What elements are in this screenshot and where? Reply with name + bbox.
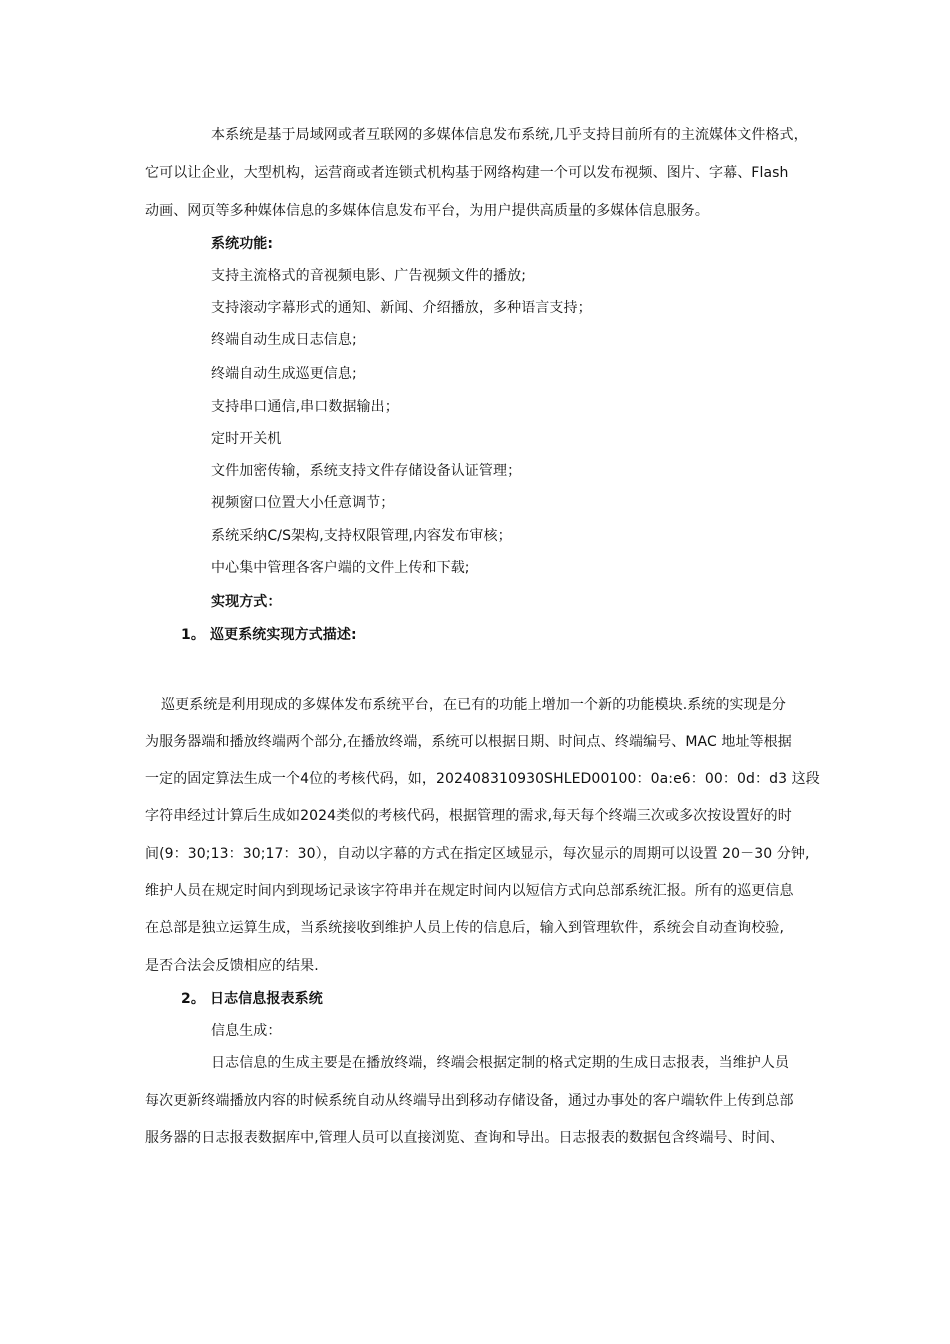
function-item: 视频窗口位置大小任意调节； [211, 495, 395, 511]
section-1-line: 间(9：30;13：30;17：30），自动以字幕的方式在指定区域显示，每次显示的周期可以设置 20－30 分钟, [145, 846, 810, 862]
section-1-number: 1。 [181, 627, 205, 643]
function-item: 终端自动生成巡更信息; [211, 366, 357, 382]
intro-line-1: 本系统是基于局域网或者互联网的多媒体信息发布系统,几乎支持目前所有的主流媒体文件格式， [211, 127, 808, 143]
section-1-line: 为服务器端和播放终端两个部分,在播放终端，系统可以根据日期、时间点、终端编号、MAC 地址等根据 [145, 734, 792, 750]
section-2-title: 日志信息报表系统 [210, 991, 323, 1007]
intro-line-2: 它可以让企业，大型机构，运营商或者连锁式机构基于网络构建一个可以发布视频、图片、字幕、Flash [145, 165, 789, 181]
intro-line-3: 动画、网页等多种媒体信息的多媒体信息发布平台，为用户提供高质量的多媒体信息服务。 [145, 203, 709, 219]
section-1-line: 是否合法会反馈相应的结果. [145, 958, 319, 974]
section-2-number: 2。 [181, 991, 205, 1007]
function-item: 支持主流格式的音视频电影、广告视频文件的播放; [211, 268, 527, 284]
section-1-line: 维护人员在规定时间内到现场记录该字符串并在规定时间内以短信方式向总部系统汇报。所有的巡更信息 [145, 883, 794, 899]
function-item: 系统采纳C/S架构,支持权限管理,内容发布审核； [211, 528, 512, 544]
section-1-line: 一定的固定算法生成一个4位的考核代码，如，202408310930SHLED00100：0a:e6：00：0d：d3 这段 [145, 771, 820, 787]
function-item: 支持滚动字幕形式的通知、新闻、介绍播放，多种语言支持； [211, 300, 592, 316]
section-2-line: 每次更新终端播放内容的时候系统自动从终端导出到移动存储设备，通过办事处的客户端软件上传到总部 [145, 1093, 794, 1109]
implementation-heading: 实现方式： [211, 594, 282, 610]
section-1-title: 巡更系统实现方式描述: [210, 627, 357, 643]
section-1-line: 巡更系统是利用现成的多媒体发布系统平台，在已有的功能上增加一个新的功能模块.系统的实现是分 [161, 697, 786, 713]
section-2-line: 服务器的日志报表数据库中,管理人员可以直接浏览、查询和导出。日志报表的数据包含终端号、时间、 [145, 1130, 785, 1146]
section-1-line: 在总部是独立运算生成，当系统接收到维护人员上传的信息后，输入到管理软件，系统会自动查询校验, [145, 920, 785, 936]
function-item: 文件加密传输，系统支持文件存储设备认证管理； [211, 463, 522, 479]
section-2-line: 日志信息的生成主要是在播放终端，终端会根据定制的格式定期的生成日志报表，当维护人员 [211, 1055, 790, 1071]
functions-heading: 系统功能: [211, 236, 274, 252]
section-1-line: 字符串经过计算后生成如2024类似的考核代码，根据管理的需求,每天每个终端三次或多次按设置好的时 [145, 808, 792, 824]
function-item: 支持串口通信,串口数据输出； [211, 399, 399, 415]
function-item: 中心集中管理各客户端的文件上传和下载; [211, 560, 470, 576]
function-item: 定时开关机 [211, 431, 282, 447]
function-item: 终端自动生成日志信息; [211, 332, 357, 348]
section-2-subheading: 信息生成： [211, 1023, 282, 1039]
